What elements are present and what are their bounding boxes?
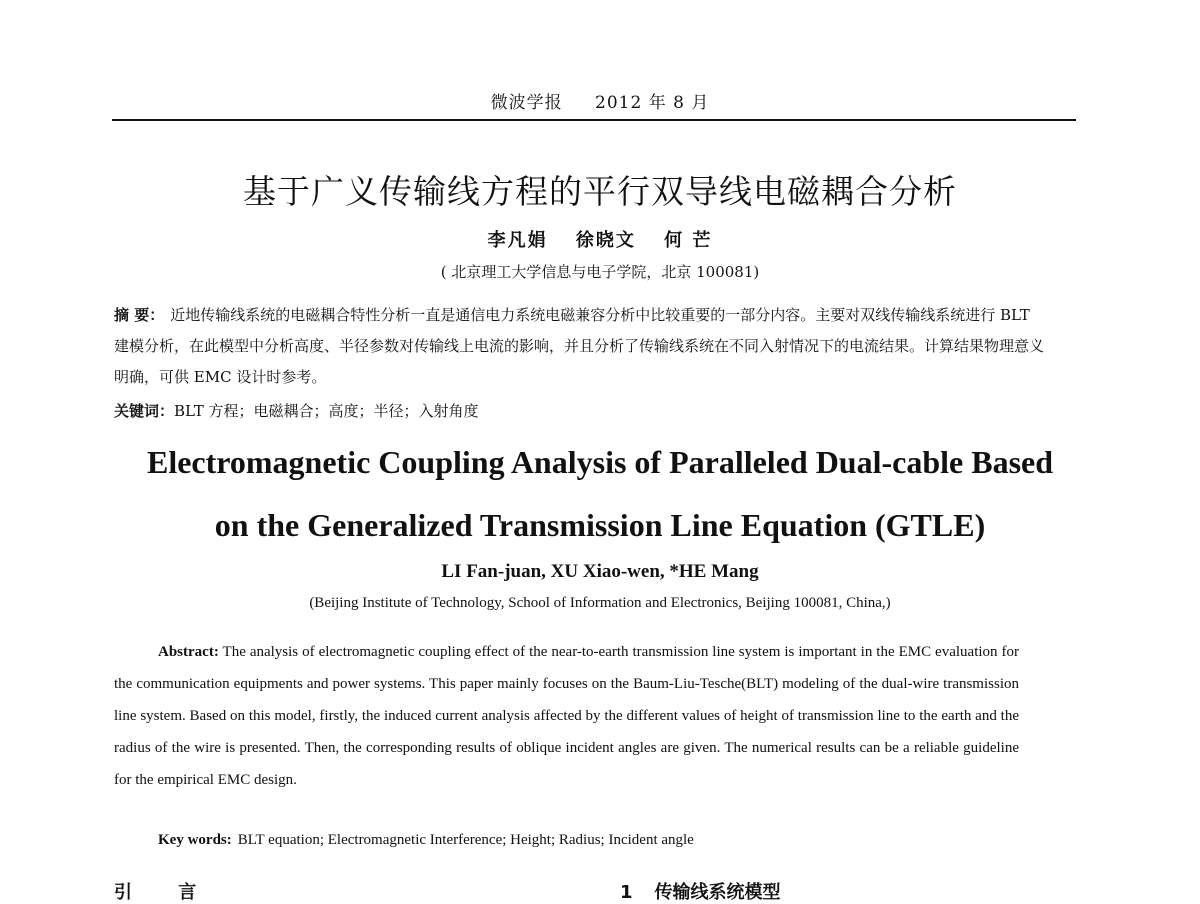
header-rule [112, 119, 1076, 121]
chinese-abstract [114, 300, 1044, 393]
issue-date: 2012 年 8 月 [595, 93, 710, 113]
english-affiliation: (Beijing Institute of Technology, School of Information and Electronics, Beijing 100081, China,) [309, 595, 891, 611]
author-2: 徐晓文 [575, 230, 636, 251]
section-number: 1 [620, 882, 633, 903]
author-3: 何 芒 [664, 230, 713, 251]
chinese-title: 基于广义传输线方程的平行双导线电磁耦合分析 [243, 172, 957, 211]
chinese-keywords-text: BLT 方程；电磁耦合；高度；半径；入射角度 [174, 402, 479, 420]
section-heading-introduction: 引 言 [114, 882, 217, 903]
english-authors: LI Fan-juan, XU Xiao-wen, *HE Mang [441, 561, 759, 582]
section-heading-1 [620, 878, 781, 904]
chinese-keywords-label: 关键词： [114, 402, 175, 420]
journal-name: 微波学报 [490, 93, 563, 113]
english-keywords-text: BLT equation; Electromagnetic Interference; Height; Radius; Incident angle [237, 832, 694, 848]
english-abstract-label: Abstract: [158, 644, 219, 660]
author-1: 李凡娟 [487, 230, 548, 251]
chinese-affiliation: ( 北京理工大学信息与电子学院，北京 100081) [440, 263, 760, 281]
english-title-line-1: Electromagnetic Coupling Analysis of Paralleled Dual-cable Based [146, 444, 1054, 480]
chinese-abstract-text: 近地传输线系统的电磁耦合特性分析一直是通信电力系统电磁兼容分析中比较重要的一部分内容。主要对双线传输线系统进行 BLT 建模分析，在此模型中分析高度、半径参数对传输线上电流的影响，并且分析了传输线系统在不同入射情况下的电流结果。计算结果物理意义明确，可供 EMC 设计时参考。 [114, 306, 1045, 386]
running-header [0, 88, 1200, 113]
english-keywords [158, 832, 1038, 849]
english-abstract [114, 636, 1019, 796]
chinese-authors [0, 226, 1200, 252]
chinese-keywords [114, 400, 1044, 421]
english-title-line-2: on the Generalized Transmission Line Equation (GTLE) [214, 507, 986, 543]
english-abstract-text: The analysis of electromagnetic coupling effect of the near-to-earth transmission line system is important in the EMC evaluation for the communication equipments and power systems. This paper mainly focuses on the Baum-Liu-Tesche(BLT) modeling of the dual-wire transmission line system. Based on this model, firstly, the induced current analysis affected by the different values of height of transmission line to the earth and the radius of the wire is presented. Then, the corresponding results of oblique incident angles are given. The numerical results can be a reliable guideline for the empirical EMC design. [114, 644, 1019, 788]
english-keywords-label: Key words: [158, 832, 232, 848]
section-title: 传输线系统模型 [654, 882, 781, 903]
chinese-abstract-label: 摘 要： [114, 306, 165, 324]
